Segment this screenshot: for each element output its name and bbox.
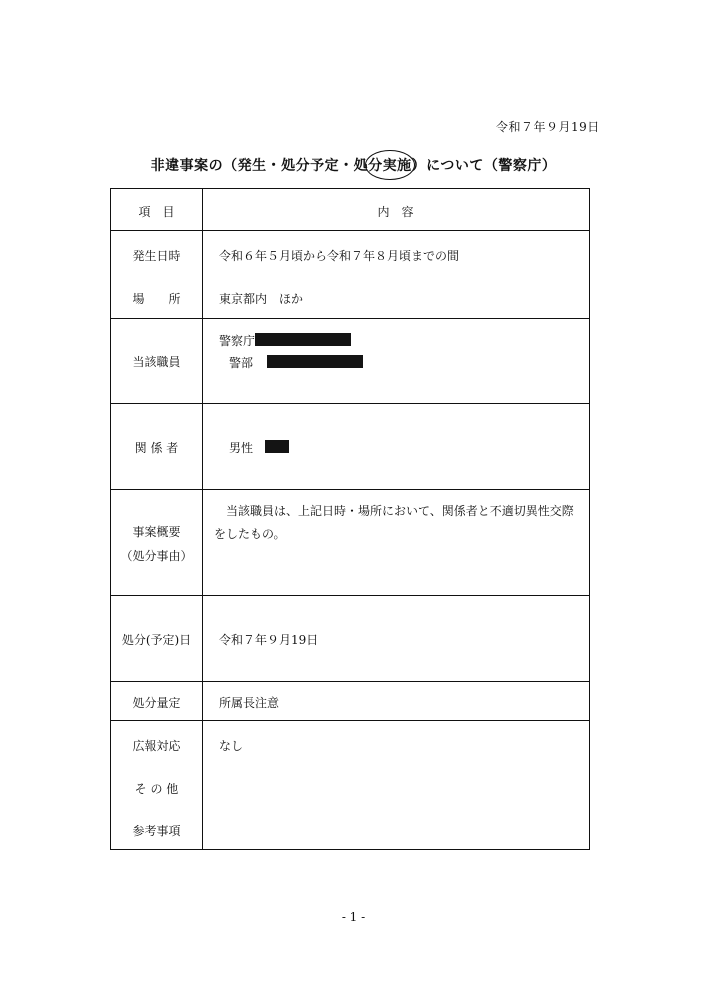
disposition-row xyxy=(111,682,589,721)
datetime-value: 令和６年５月頃から令和７年８月頃までの間 xyxy=(219,249,460,263)
place-value: 東京都内 ほか xyxy=(219,292,304,306)
related-party-row xyxy=(111,404,589,490)
document-date: 令和７年９月19日 xyxy=(496,120,600,134)
staff-affiliation: 警察庁 xyxy=(219,334,256,348)
disposition-date-row xyxy=(111,596,589,682)
pr-label-line3: 参考事項 xyxy=(132,824,181,838)
summary-label-line1: 事案概要 xyxy=(132,525,181,539)
disposition-date-value: 令和７年９月19日 xyxy=(219,633,319,647)
disposition-date-label: 処分(予定)日 xyxy=(121,633,192,647)
staff-label: 当該職員 xyxy=(132,355,181,369)
title-prefix: 非違事案の（発生・処分予定・処 xyxy=(150,158,369,174)
pr-label-line1: 広報対応 xyxy=(132,739,181,753)
related-party-label: 関 係 者 xyxy=(134,441,179,455)
header-row xyxy=(111,189,589,231)
redaction-block xyxy=(255,333,351,346)
document-title xyxy=(0,155,707,175)
pr-label-line2: そ の 他 xyxy=(134,782,179,796)
place-label: 場 所 xyxy=(132,292,181,306)
header-content-label: 内 容 xyxy=(377,205,414,219)
header-item-label: 項 目 xyxy=(138,205,175,219)
title-circled-text: 分実施 xyxy=(368,155,412,175)
redaction-block xyxy=(265,440,289,453)
occurrence-row xyxy=(111,231,589,319)
related-party-value: 男性 xyxy=(229,441,254,455)
summary-row xyxy=(111,490,589,596)
disposition-label: 処分量定 xyxy=(132,696,181,710)
page-number: - 1 - xyxy=(341,910,366,924)
summary-label-line2: （処分事由） xyxy=(120,549,193,563)
staff-row xyxy=(111,319,589,404)
disposition-value: 所属長注意 xyxy=(219,696,280,710)
staff-rank: 警部 xyxy=(229,356,254,370)
pr-row xyxy=(111,721,589,849)
disciplinary-table xyxy=(110,188,590,850)
summary-value: 当該職員は、上記日時・場所において、関係者と不適切異性交際をしたもの。 xyxy=(214,504,574,541)
pr-value: なし xyxy=(219,739,244,753)
redaction-block xyxy=(267,355,363,368)
title-suffix: ）について（警察庁） xyxy=(411,158,557,174)
datetime-label: 発生日時 xyxy=(132,249,181,263)
